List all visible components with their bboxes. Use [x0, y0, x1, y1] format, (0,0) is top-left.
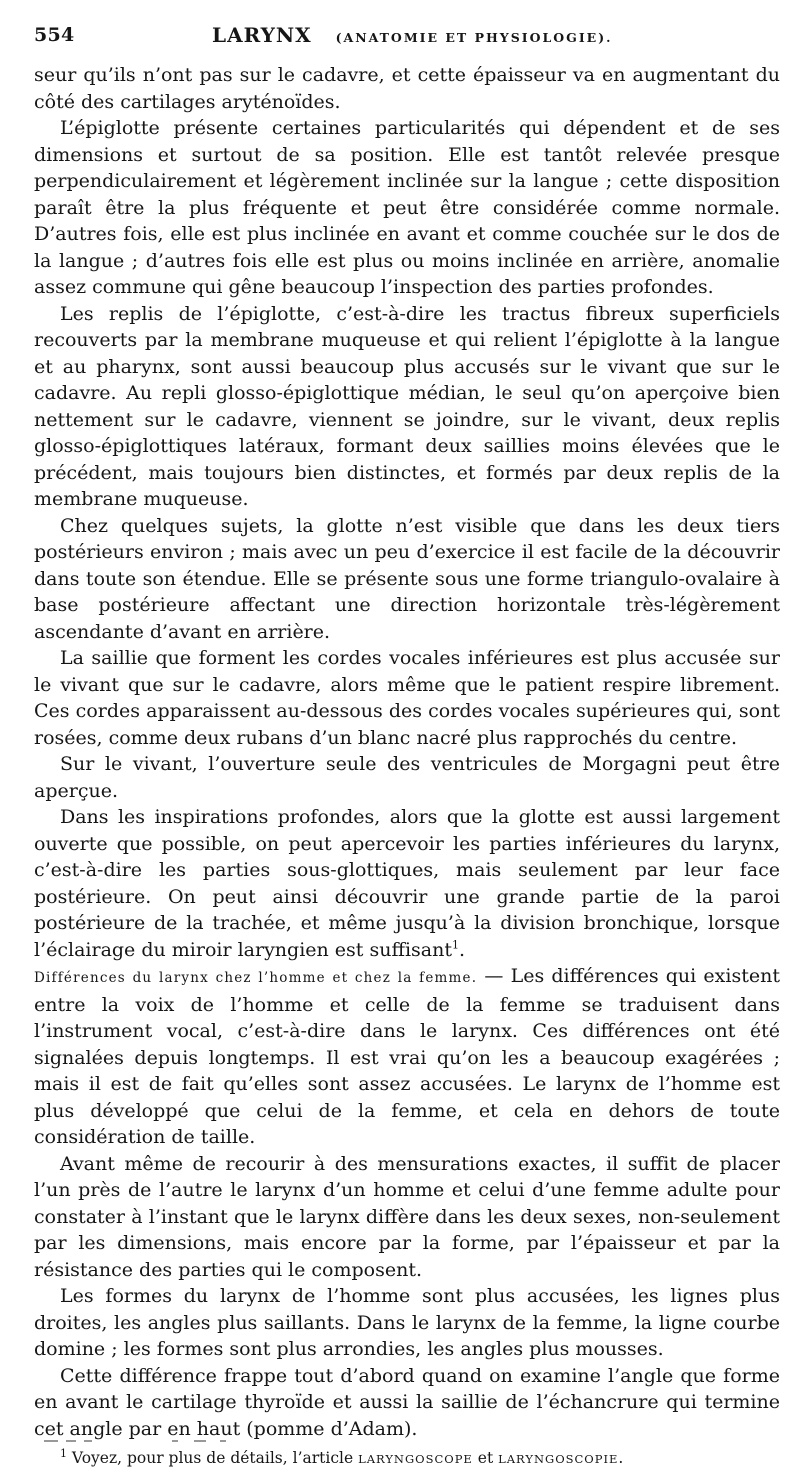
paragraph-glotte: Chez quelques sujets, la glotte n’est visible que dans les deux tiers postérieurs environ ; mais avec un peu d’exercice il est facile de la découvrir dans toute son étendue. Elle se présente sous une forme triangulo-ovalaire à base postérieure affectant une direction horizontale très-légèrement ascendante d’avant en arrière. — [34, 514, 780, 643]
page-number: 554 — [34, 24, 75, 46]
footnote-ref-laryngoscope: LARYNGOSCOPE — [358, 1452, 473, 1466]
paragraph-mensurations: Avant même de recourir à des mensurations exactes, il suffit de placer l’un près de l’autre le larynx d’un homme et celui d’une femme adulte pour constater à l’instant que le larynx diffère dans les deux sexes, non-seulement par les dimensions, mais encore par la forme, par l’épaisseur et par la résistance des parties qui le composent. — [34, 1152, 780, 1281]
paragraph-cordes-vocales: La saillie que forment les cordes vocales inférieures est plus accusée sur le vivant que sur le cadavre, alors même que le patient respire librement. Ces cordes apparaissent au-dessous des cordes vocales supérieures qui, sont rosées, comme deux rubans d’un blanc nacré plus rapprochés du centre. — [34, 647, 780, 749]
footnote-reference[interactable]: 1 — [452, 938, 459, 952]
paragraph-formes: Les formes du larynx de l’homme sont plus accusées, les lignes plus droites, les angles plus saillants. Dans le larynx de la femme, la ligne courbe domine ; les formes sont plus arrondies, les angles plus mousses. — [34, 1285, 780, 1360]
body-text — [34, 62, 780, 1442]
paragraph-inspirations: Dans les inspirations profondes, alors que la glotte est aussi largement ouverte que possible, on peut apercevoir les parties inférieures du larynx, c’est-à-dire les parties sous-glottiques, mais seulement par leur face postérieure. On peut ainsi découvrir une grande partie de la paroi postérieure de la trachée, et même jusqu’à la division bronchique, lorsque l’éclairage du miroir laryngien est suffisant$^1$. — [34, 806, 780, 961]
footnote-text: Voyez, pour plus de détails, l’article — [67, 1449, 359, 1467]
document-page — [34, 18, 780, 1469]
footnote — [34, 1448, 780, 1469]
paragraph-ventricules: Sur le vivant, l’ouverture seule des ventricules de Morgagni peut être aperçue. — [34, 753, 780, 802]
running-head-subtitle: (ANATOMIE ET PHYSIOLOGIE). — [335, 30, 613, 45]
running-head — [212, 23, 612, 47]
section-text: Les différences qui existent entre la voix de l’homme et celle de la femme se traduisent dans l’instrument vocal, c’est-à-dire dans le larynx. Ces différences ont été signalées depuis longtemps. Il est vrai qu’on les a beaucoup exagérées ; mais il est de fait qu’elles sont assez accusées. Le larynx de l’homme est plus développé que celui de la femme, et cela en dehors de toute considération de taille. — [34, 965, 780, 1148]
paragraph-inspirations-text: Dans les inspirations profondes, alors que la glotte est aussi largement ouverte que possible, on peut apercevoir les parties inférieures du larynx, c’est-à-dire les parties sous-glottiques, mais seulement par leur face postérieure. On peut ainsi découvrir une grande partie de la paroi postérieure de la trachée, et même jusqu’à la division bronchique, lorsque l’éclairage du miroir laryngien est suffisant — [34, 806, 780, 961]
paragraph-continued: seur qu’ils n’ont pas sur le cadavre, et cette épaisseur va en augmentant du côté des cartilages aryténoïdes. — [34, 64, 780, 113]
paragraph-angle: Cette différence frappe tout d’abord quand on examine l’angle que forme en avant le cartilage thyroïde et aussi la saillie de l’échancrure qui termine cet angle par en haut (pomme d’Adam). — [34, 1364, 780, 1440]
section-heading: Différences du larynx chez l’homme et chez la femme. — [34, 970, 478, 986]
section-differences — [34, 963, 780, 1151]
print-artifact-marks — [44, 1440, 264, 1446]
page-header — [34, 18, 780, 48]
footnote-ref-laryngoscopie: LARYNGOSCOPIE — [498, 1452, 619, 1466]
running-head-title: LARYNX — [212, 23, 312, 47]
footnote-mark: 1 — [60, 1446, 67, 1460]
footnote-joiner: et — [472, 1449, 499, 1467]
footnote-end: . — [618, 1449, 624, 1467]
section-dash: — — [477, 965, 511, 987]
paragraph-epiglotte: L’épiglotte présente certaines particularités qui dépendent et de ses dimensions et surtout de sa position. Elle est tantôt relevée presque perpendiculairement et légèrement inclinée sur la langue ; cette disposition paraît être la plus fréquente et peut être considérée comme normale. D’autres fois, elle est plus inclinée en avant et comme couchée sur le dos de la langue ; d’autres fois elle est plus ou moins inclinée en arrière, anomalie assez commune qui gêne beaucoup l’inspection des parties profondes. — [34, 117, 780, 298]
paragraph-replis: Les replis de l’épiglotte, c’est-à-dire les tractus fibreux superficiels recouverts par la membrane muqueuse et qui relient l’épiglotte à la langue et au pharynx, sont aussi beaucoup plus accusés sur le vivant que sur le cadavre. Au repli glosso-épiglottique médian, le seul qu’on aperçoive bien nettement sur le cadavre, viennent se joindre, sur le vivant, deux replis glosso-épiglottiques latéraux, formant deux saillies moins élevées que le précédent, mais toujours bien distinctes, et formés par deux replis de la membrane muqueuse. — [34, 302, 780, 510]
